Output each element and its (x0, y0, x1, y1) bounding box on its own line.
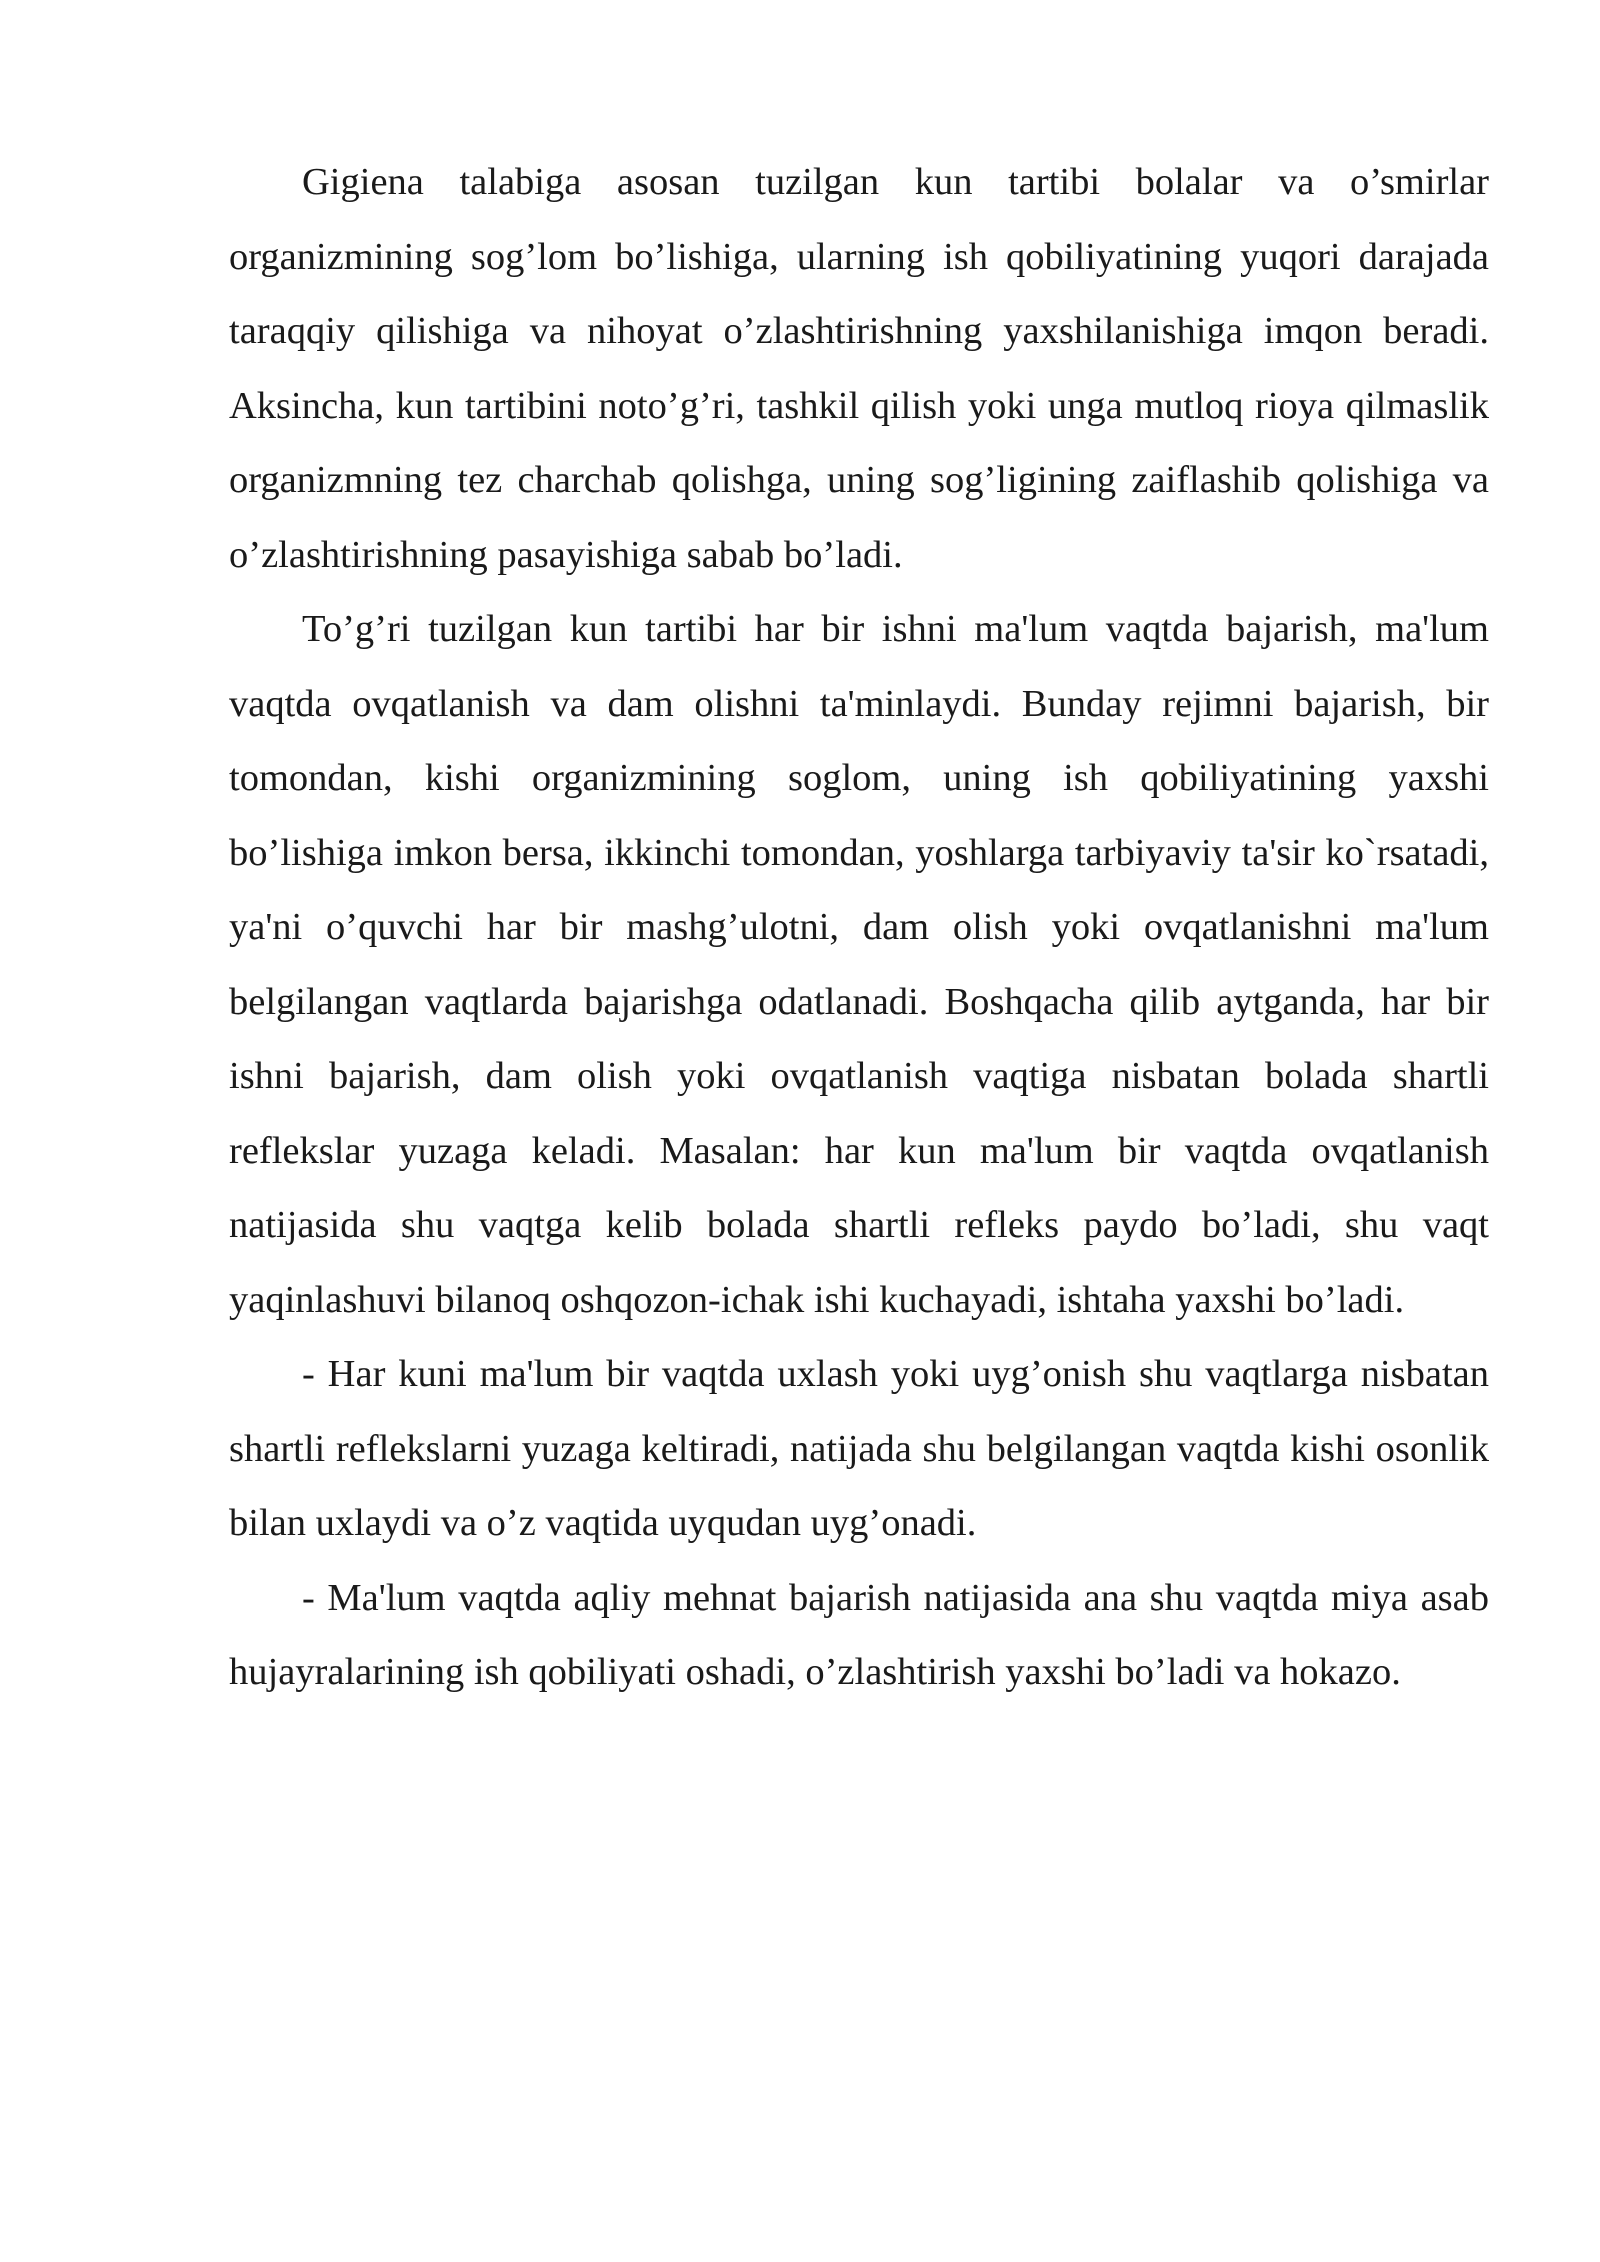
paragraph: To’g’ri tuzilgan kun tartibi har bir ishni ma'lum vaqtda bajarish, ma'lum vaqtda ovqatlanish va dam olishni ta'minlaydi. Bunday rejimni bajarish, bir tomondan, kishi organizmining soglom, uning ish qobiliyatining yaxshi bo’lishiga imkon bersa, ikkinchi tomondan, yoshlarga tarbiyaviy ta'sir ko`rsatadi, ya'ni o’quvchi har bir mashg’ulotni, dam olish yoki ovqatlanishni ma'lum belgilangan vaqtlarda bajarishga odatlanadi. Boshqacha qilib aytganda, har bir ishni bajarish, dam olish yoki ovqatlanish vaqtiga nisbatan bolada shartli reflekslar yuzaga keladi. Masalan: har kun ma'lum bir vaqtda ovqatlanish natijasida shu vaqtga kelib bolada shartli refleks paydo bo’ladi, shu vaqt yaqinlashuvi bilanoq oshqozon-ichak ishi kuchayadi, ishtaha yaxshi bo’ladi. (229, 608, 1489, 1321)
paragraph: - Ma'lum vaqtda aqliy mehnat bajarish natijasida ana shu vaqtda miya asab hujayralarining ish qobiliyati oshadi, o’zlashtirish yaxshi bo’ladi va hokazo. (229, 1576, 1489, 1693)
paragraph: - Har kuni ma'lum bir vaqtda uxlash yoki uyg’onish shu vaqtlarga nisbatan shartli reflekslarni yuzaga keltiradi, natijada shu belgilangan vaqtda kishi osonlik bilan uxlaydi va o’z vaqtida uyqudan uyg’onadi. (229, 1353, 1489, 1544)
paragraph: Gigiena talabiga asosan tuzilgan kun tartibi bolalar va o’smirlar organizmining sog’lom bo’lishiga, ularning ish qobiliyatining yuqori darajada taraqqiy qilishiga va nihoyat o’zlashtirishning yaxshilanishiga imqon beradi. Aksincha, kun tartibini noto’g’ri, tashkil qilish yoki unga mutloq rioya qilmaslik organizmning tez charchab qolishga, uning sog’ligining zaiflashib qolishiga va o’zlashtirishning pasayishiga sabab bo’ladi. (229, 161, 1489, 576)
document-body (229, 145, 1489, 1710)
